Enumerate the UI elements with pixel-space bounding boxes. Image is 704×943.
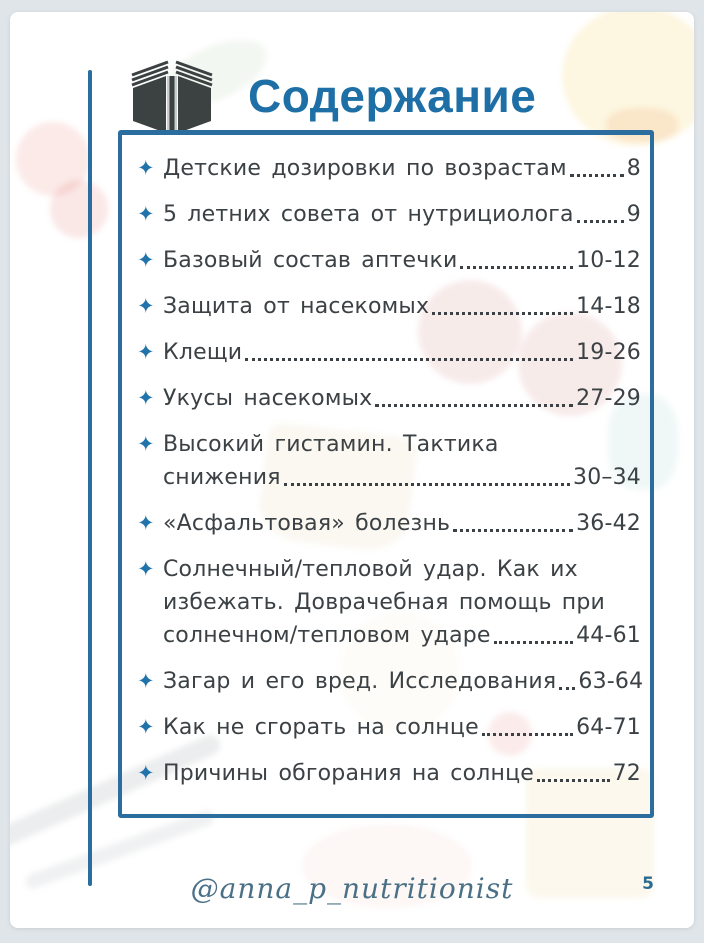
toc-entry-line xyxy=(163,336,641,369)
diamond-sparkle-icon: ✦ xyxy=(137,669,155,693)
dotted-leader xyxy=(559,687,575,690)
toc-entry-line xyxy=(163,665,644,698)
dotted-leader xyxy=(245,358,573,361)
toc-page-range: 44-61 xyxy=(576,623,641,648)
toc-entry-body xyxy=(163,711,641,744)
toc-entry-title: Детские дозировки по возрастам xyxy=(163,156,567,181)
toc-entry-line xyxy=(163,152,641,185)
dotted-leader xyxy=(375,404,573,407)
toc-page-range: 64-71 xyxy=(576,715,641,740)
left-accent-rule xyxy=(88,70,92,886)
dotted-leader xyxy=(577,220,624,223)
toc-entry-title: «Асфальтовая» болезнь xyxy=(163,511,451,536)
toc-entry-body xyxy=(163,244,641,277)
toc-entry-line xyxy=(163,382,641,415)
toc-entry[interactable] xyxy=(133,757,641,790)
diamond-sparkle-icon: ✦ xyxy=(137,202,155,226)
page-footer xyxy=(10,864,694,912)
toc-page-range: 63-64 xyxy=(578,669,644,694)
dotted-leader xyxy=(432,312,573,315)
toc-entry-line xyxy=(163,244,641,277)
diamond-sparkle-icon: ✦ xyxy=(137,340,155,364)
dotted-leader xyxy=(284,483,570,486)
toc-entry-line: Солнечный/тепловой удар. Как их xyxy=(163,557,578,582)
page-number: 5 xyxy=(642,874,654,894)
toc-list xyxy=(133,152,644,790)
dotted-leader xyxy=(482,733,573,736)
footer-handle: @anna_p_nutritionist xyxy=(190,871,514,905)
toc-entry-body xyxy=(163,382,641,415)
toc-entry-title: солнечном/тепловом ударе xyxy=(163,623,491,648)
diamond-sparkle-icon: ✦ xyxy=(137,248,155,272)
toc-entry-title: снижения xyxy=(163,465,281,490)
dotted-leader xyxy=(453,529,573,532)
toc-entry[interactable] xyxy=(133,711,641,744)
diamond-sparkle-icon: ✦ xyxy=(137,386,155,410)
toc-entry-title: Причины обгорания на солнце xyxy=(163,761,535,786)
toc-entry[interactable] xyxy=(133,507,641,540)
toc-entry-line xyxy=(163,507,641,540)
toc-page-range: 10-12 xyxy=(576,248,641,273)
toc-page-range: 30–34 xyxy=(573,465,641,490)
toc-box xyxy=(118,130,654,818)
toc-entry-body xyxy=(163,757,641,790)
toc-entry-title: Клещи xyxy=(163,340,243,365)
dotted-leader xyxy=(570,174,624,177)
toc-entry-title: 5 летних совета от нутрициолога xyxy=(163,202,574,227)
toc-entry[interactable] xyxy=(133,665,644,698)
toc-entry-line: избежать. Доврачебная помощь при xyxy=(163,590,606,615)
toc-entry-title: Загар и его вред. Исследования xyxy=(163,669,557,694)
dotted-leader xyxy=(460,266,573,269)
toc-entry-body xyxy=(163,336,641,369)
toc-entry[interactable] xyxy=(133,428,641,494)
diamond-sparkle-icon: ✦ xyxy=(137,156,155,180)
toc-entry-title: Защита от насекомых xyxy=(163,294,430,319)
toc-entry-line xyxy=(163,711,641,744)
toc-entry-line xyxy=(163,461,641,494)
toc-page-range: 36-42 xyxy=(576,511,641,536)
cherry-watermark xyxy=(50,180,108,238)
toc-entry[interactable] xyxy=(133,336,641,369)
diamond-sparkle-icon: ✦ xyxy=(137,511,155,535)
open-book-icon xyxy=(122,55,222,137)
toc-entry-title: Базовый состав аптечки xyxy=(163,248,458,273)
toc-entry[interactable] xyxy=(133,198,641,231)
diamond-sparkle-icon: ✦ xyxy=(137,432,155,456)
toc-entry-line xyxy=(163,757,641,790)
toc-entry-body xyxy=(163,507,641,540)
toc-entry[interactable] xyxy=(133,290,641,323)
toc-entry-body xyxy=(163,665,644,698)
toc-page-range: 72 xyxy=(612,761,641,786)
dotted-leader xyxy=(494,641,573,644)
toc-page-range: 27-29 xyxy=(576,386,641,411)
document-page xyxy=(10,12,694,928)
toc-entry-body xyxy=(163,152,641,185)
page-title: Содержание xyxy=(248,70,537,122)
toc-entry-line: Высокий гистамин. Тактика xyxy=(163,432,499,457)
toc-entry-body xyxy=(163,553,641,652)
dotted-leader xyxy=(537,779,610,782)
diamond-sparkle-icon: ✦ xyxy=(137,557,155,581)
toc-entry[interactable] xyxy=(133,152,641,185)
toc-page-range: 9 xyxy=(626,202,641,227)
toc-page-range: 14-18 xyxy=(576,294,641,319)
cherry-watermark xyxy=(16,122,90,196)
toc-entry-line xyxy=(163,290,641,323)
toc-entry-line xyxy=(163,619,641,652)
toc-entry-title: Укусы насекомых xyxy=(163,386,373,411)
toc-entry[interactable] xyxy=(133,382,641,415)
toc-entry-body xyxy=(163,428,641,494)
duck-watermark xyxy=(562,12,694,146)
toc-page-range: 19-26 xyxy=(576,340,641,365)
toc-entry[interactable] xyxy=(133,244,641,277)
toc-entry-line xyxy=(163,198,641,231)
page-header xyxy=(122,50,536,142)
toc-page-range: 8 xyxy=(626,156,641,181)
diamond-sparkle-icon: ✦ xyxy=(137,761,155,785)
toc-entry-title: Как не сгорать на солнце xyxy=(163,715,479,740)
toc-entry-body xyxy=(163,198,641,231)
toc-entry-body xyxy=(163,290,641,323)
toc-entry[interactable] xyxy=(133,553,641,652)
diamond-sparkle-icon: ✦ xyxy=(137,715,155,739)
diamond-sparkle-icon: ✦ xyxy=(137,294,155,318)
